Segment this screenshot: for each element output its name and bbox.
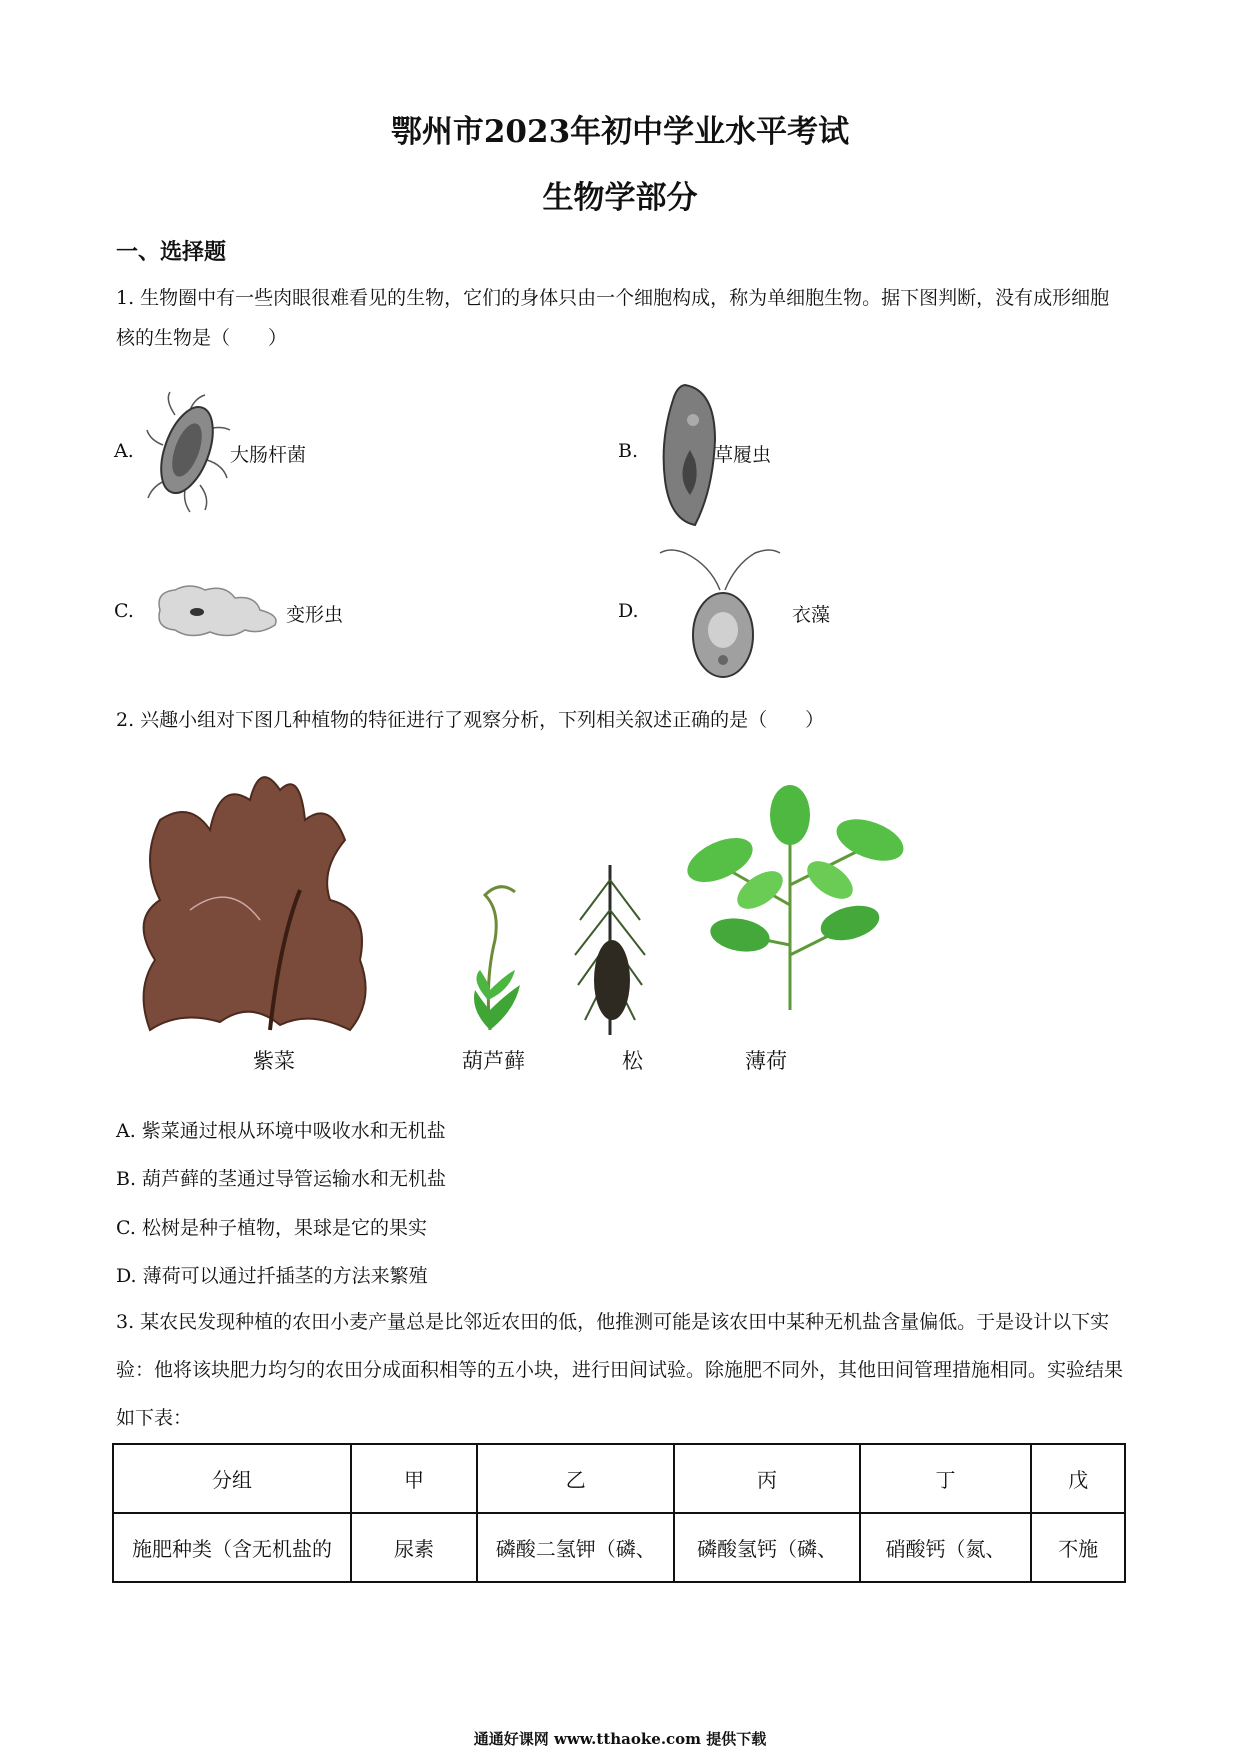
chlamydomonas-image [655, 545, 785, 680]
table-cell: 不施 [1031, 1513, 1125, 1582]
table-header-cell: 丁 [860, 1444, 1032, 1513]
q1-option-b-label: 草履虫 [714, 444, 772, 466]
plant-label-pine: 松 [622, 1049, 643, 1073]
table-header-cell: 甲 [351, 1444, 477, 1513]
q2-option-d: D. 薄荷可以通过扦插茎的方法来繁殖 [116, 1265, 428, 1287]
exam-title: 鄂州市2023年初中学业水平考试 [390, 114, 850, 150]
table-header-cell: 乙 [477, 1444, 674, 1513]
e-coli-image [145, 390, 235, 515]
moss-image [460, 880, 535, 1035]
amoeba-image [150, 580, 285, 642]
table-cell: 硝酸钙（氮、 [860, 1513, 1032, 1582]
plant-label-moss: 葫芦藓 [462, 1049, 525, 1073]
q1-option-b-letter: B. [618, 440, 639, 462]
q2-option-c: C. 松树是种子植物，果球是它的果实 [116, 1217, 427, 1239]
table-row [113, 1513, 1125, 1582]
table-cell: 磷酸氢钙（磷、 [674, 1513, 859, 1582]
table-header-row [113, 1444, 1125, 1513]
question-2-stem: 2. 兴趣小组对下图几种植物的特征进行了观察分析，下列相关叙述正确的是（ ） [116, 709, 825, 731]
table-header-cell: 丙 [674, 1444, 859, 1513]
exam-subtitle: 生物学部分 [542, 180, 698, 216]
question-3-stem: 3. 某农民发现种植的农田小麦产量总是比邻近农田的低，他推测可能是该农田中某种无机盐含量偏低。于是设计以下实验：他将该块肥力均匀的农田分成面积相等的五小块，进行田间试验。除施肥不同外，其他田间管理措施相同。实验结果如下表： [116, 1311, 1124, 1429]
q1-option-a-letter: A. [114, 440, 134, 462]
table-cell: 尿素 [351, 1513, 477, 1582]
q1-option-a-label: 大肠杆菌 [230, 444, 307, 466]
experiment-table [112, 1443, 1126, 1583]
laver-image [130, 760, 380, 1035]
q1-option-d-label: 衣藻 [792, 604, 831, 626]
table-cell: 磷酸二氢钾（磷、 [477, 1513, 674, 1582]
plant-label-laver: 紫菜 [253, 1049, 295, 1073]
q2-option-b: B. 葫芦藓的茎通过导管运输水和无机盐 [116, 1168, 447, 1190]
q1-option-c-letter: C. [114, 600, 134, 622]
table-header-cell: 分组 [113, 1444, 351, 1513]
table-header-cell: 戊 [1031, 1444, 1125, 1513]
section-heading: 一、选择题 [116, 239, 227, 265]
q1-option-c-label: 变形虫 [286, 604, 344, 626]
plant-label-mint: 薄荷 [745, 1049, 787, 1073]
table-cell: 施肥种类（含无机盐的 [113, 1513, 351, 1582]
question-1-stem: 1. 生物圈中有一些肉眼很难看见的生物，它们的身体只由一个细胞构成，称为单细胞生物。据下图判断，没有成形细胞核的生物是（ ） [116, 287, 1110, 349]
pine-image [570, 860, 650, 1040]
mint-image [680, 785, 910, 1015]
q1-option-d-letter: D. [618, 600, 639, 622]
q2-option-a: A. 紫菜通过根从环境中吸收水和无机盐 [116, 1120, 446, 1142]
footer-watermark: 通通好课网 www.tthaoke.com 提供下载 [473, 1730, 767, 1748]
